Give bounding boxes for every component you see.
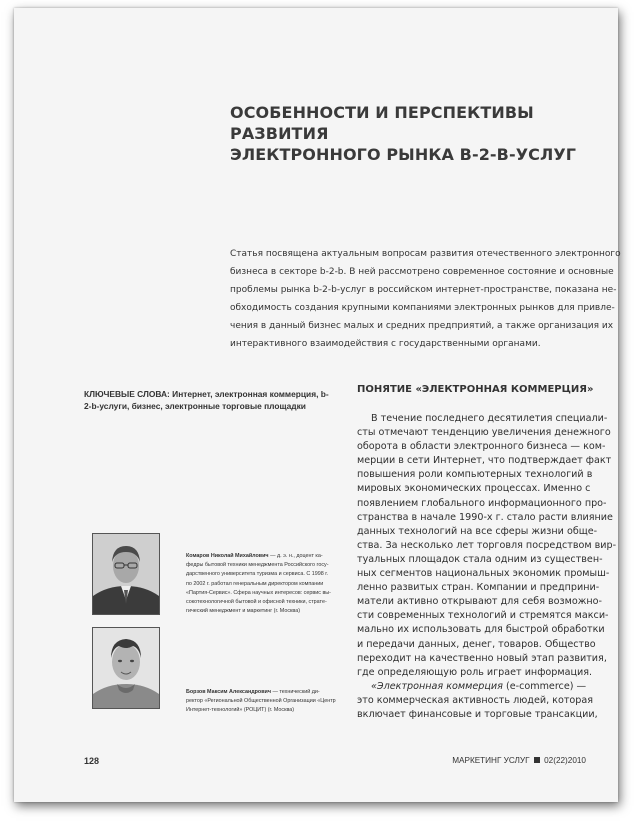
author-photo bbox=[92, 533, 160, 615]
body-line: повышения роли компьютерных технологий в bbox=[357, 469, 593, 481]
bio-line: сокотехнологичной бытовой и офисной техники, страте- bbox=[186, 599, 327, 606]
bio-line: гический менеджмент и маркетинг (г. Москва) bbox=[186, 608, 300, 615]
body-line: сти современных технологий и стремятся макси- bbox=[357, 610, 609, 622]
body-line: переходит на качественно новый этап развития, bbox=[357, 652, 607, 664]
magazine-page bbox=[14, 8, 621, 802]
bio-line bbox=[186, 552, 346, 561]
body-line: матели активно открывают для себя возможно- bbox=[357, 596, 603, 608]
abstract-line: бизнеса в секторе b-2-b. В ней рассмотрено современное состояние и основные bbox=[230, 267, 614, 277]
body-line: В течение последнего десятилетия специали- bbox=[371, 413, 608, 424]
body-line: ства. За несколько лет торговля посредством вир- bbox=[357, 539, 617, 551]
body-line: это коммерческая активность людей, которая bbox=[357, 694, 594, 706]
page-number: 128 bbox=[84, 756, 100, 766]
bio-text: — д. э. н., доцент ка- bbox=[268, 553, 323, 559]
author-photo bbox=[92, 627, 160, 709]
body-line: данных технологий на все сферы жизни обще- bbox=[357, 525, 598, 537]
body-line: появлением глобального информационного про- bbox=[357, 497, 607, 509]
bio-line: федры бытовой техники менеджмента Российского госу- bbox=[186, 562, 329, 569]
abstract-line: интерактивного взаимодействия с государственными органами. bbox=[230, 339, 541, 349]
body-line: туальных площадок стала одним из существен- bbox=[357, 553, 603, 565]
abstract-line: обходимость создания крупными компаниями электронных рынков для привле- bbox=[230, 303, 615, 313]
abstract-line: Статья посвящена актуальным вопросам развития отечественного электронного bbox=[230, 249, 621, 259]
journal-issue: 02(22)2010 bbox=[544, 756, 586, 765]
keywords: КЛЮЧЕВЫЕ СЛОВА: Интернет, электронная коммерция, b-2-b-услуги, бизнес, электронные торговые площадки bbox=[84, 389, 329, 411]
section-title: ПОНЯТИЕ «ЭЛЕКТРОННАЯ КОММЕРЦИЯ» bbox=[357, 384, 594, 395]
body-line: где определяющую роль играет информация. bbox=[357, 666, 593, 678]
body-line: оборота в области электронного бизнеса — ком- bbox=[357, 441, 606, 453]
abstract-line: чения в данный бизнес малых и средних предприятий, а также организация их bbox=[230, 321, 614, 331]
body-line: ленно развитых стран. Компании и предприни- bbox=[357, 582, 600, 594]
body-line: и передачи данных, денег, товаров. Общество bbox=[357, 638, 596, 650]
title-line-1: ОСОБЕННОСТИ И ПЕРСПЕКТИВЫ РАЗВИТИЯ bbox=[230, 103, 534, 143]
body-line: ных сегментов национальных экономик промыш- bbox=[357, 568, 610, 580]
abstract-line: проблемы рынка b-2-b-услуг в российском интернет-пространстве, показана не- bbox=[230, 285, 617, 295]
portrait-illustration bbox=[93, 628, 159, 708]
bio-line: дарственного университета туризма и сервиса. С 1998 г. bbox=[186, 571, 329, 578]
author-bio bbox=[186, 552, 346, 616]
square-bullet-icon bbox=[534, 757, 540, 763]
portrait-illustration bbox=[93, 534, 159, 614]
bio-line: «Партия-Сервис». Сфера научных интересов: сервис вы- bbox=[186, 589, 331, 596]
bio-line bbox=[186, 688, 346, 697]
italic-term: «Электронная коммерция bbox=[371, 680, 503, 692]
article-title bbox=[230, 102, 618, 165]
author-name: Комаров Николай Михайлович bbox=[186, 553, 269, 559]
author-name: Борзов Максим Александрович bbox=[186, 689, 271, 695]
body-line: странства в начале 1990-х г. стало расти влияние bbox=[357, 511, 613, 523]
journal-footer bbox=[452, 756, 586, 765]
bio-line: Интернет-технологий» (РОЦИТ) (г. Москва) bbox=[186, 707, 295, 714]
body-line-rest: (e-commerce) — bbox=[502, 680, 587, 692]
body-line: мировых экономических процессах. Именно с bbox=[357, 483, 591, 495]
author-bio bbox=[186, 688, 346, 716]
body-line: мально их использовать для быстрой обработки bbox=[357, 624, 605, 636]
body-line: мерции в сети Интернет, что подтверждает факт bbox=[357, 455, 612, 467]
body-line bbox=[357, 680, 607, 694]
journal-name: МАРКЕТИНГ УСЛУГ bbox=[452, 756, 530, 765]
body-text bbox=[357, 412, 617, 722]
body-line: сты отмечают тенденцию увеличения денежного bbox=[357, 427, 611, 439]
bio-line: ректор «Региональной Общественной Организации «Центр bbox=[186, 698, 336, 705]
body-line: включает финансовые и торговые трансакции, bbox=[357, 708, 598, 720]
bio-text: — технический ди- bbox=[270, 689, 320, 695]
bio-line: по 2002 г. работал генеральным директором компании bbox=[186, 580, 324, 587]
title-line-2: ЭЛЕКТРОННОГО РЫНКА B-2-B-УСЛУГ bbox=[230, 145, 577, 164]
article-abstract bbox=[230, 245, 621, 353]
